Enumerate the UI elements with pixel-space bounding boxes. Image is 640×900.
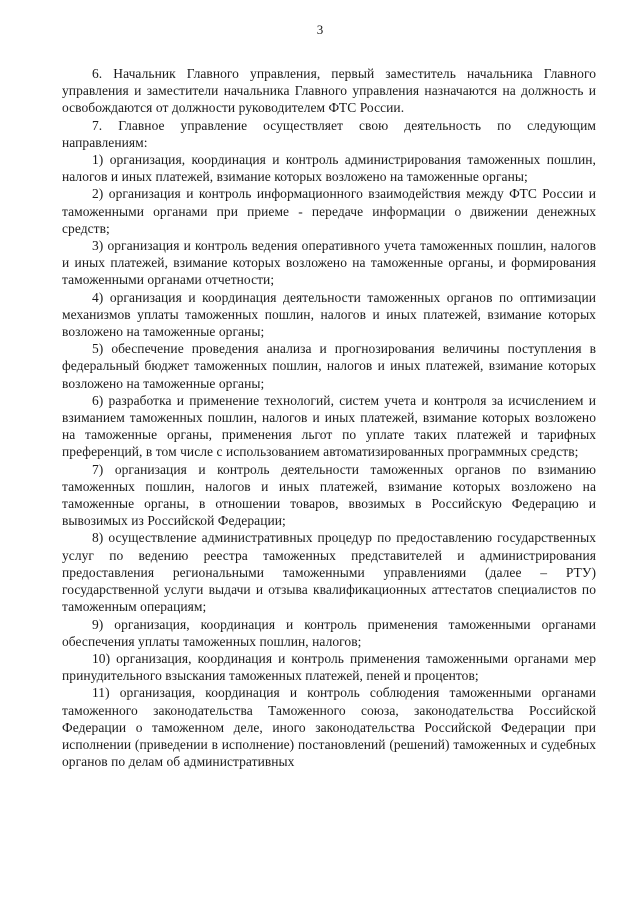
- list-item-3: 3) организация и контроль ведения оперативного учета таможенных пошлин, налогов и иных платежей, взимание которых возложено на таможенные органы, и формирования таможенными органами отчетности;: [62, 238, 596, 288]
- list-item-9: 9) организация, координация и контроль применения таможенными органами обеспечения уплаты таможенных пошлин, налогов;: [62, 616, 596, 649]
- list-item-2: 2) организация и контроль информационного взаимодействия между ФТС России и таможенными органами при приеме - передаче информации о движении денежных средств;: [62, 186, 596, 236]
- paragraph-6: 6. Начальник Главного управления, первый заместитель начальника Главного управления и заместители начальника Главного управления назначаются на должность и освобождаются от должности руководителем ФТС России.: [62, 66, 596, 116]
- list-item-8: 8) осуществление административных процедур по предоставлению государственных услуг по ведению реестра таможенных представителей и администрирования предоставления региональными таможенными управлениями (далее – РТУ) государственной услуги выдачи и отзыва квалификационных аттестатов специалистов по таможенным операциям;: [62, 530, 596, 615]
- paragraph-7: 7. Главное управление осуществляет свою деятельность по следующим направлениям:: [62, 117, 596, 150]
- page-number: 3: [316, 22, 324, 37]
- document-body: [62, 65, 596, 770]
- list-item-7: 7) организация и контроль деятельности таможенных органов по взиманию таможенных пошлин, налогов и иных платежей, взимание которых возложено на таможенные органы, в отношении товаров, ввозимых в Российскую Федерацию и вывозимых из Российской Федерации;: [62, 461, 596, 529]
- list-item-6: 6) разработка и применение технологий, систем учета и контроля за исчислением и взиманием таможенных пошлин, налогов и иных платежей, взимание которых возложено на таможенные органы, применения льгот по уплате таких платежей и тарифных преференций, в том числе с использованием автоматизированных программных средств;: [62, 392, 596, 460]
- list-item-11: 11) организация, координация и контроль соблюдения таможенными органами таможенного законодательства Таможенного союза, законодательства Российской Федерации о таможенном деле, иного законодательства Российской Федерации при исполнении (приведении в исполнение) постановлений (решений) таможенных и судебных органов по делам об административных: [62, 685, 596, 770]
- list-item-5: 5) обеспечение проведения анализа и прогнозирования величины поступления в федеральный бюджет таможенных пошлин, налогов и иных платежей, взимание которых возложено на таможенные органы;: [62, 341, 596, 391]
- list-item-1: 1) организация, координация и контроль администрирования таможенных пошлин, налогов и иных платежей, взимание которых возложено на таможенные органы;: [62, 152, 596, 185]
- list-item-4: 4) организация и координация деятельности таможенных органов по оптимизации механизмов уплаты таможенных пошлин, налогов и иных платежей, взимание которых возложено на таможенные органы;: [62, 289, 596, 340]
- list-item-10: 10) организация, координация и контроль применения таможенными органами мер принудительного взыскания таможенных платежей, пеней и процентов;: [62, 650, 596, 684]
